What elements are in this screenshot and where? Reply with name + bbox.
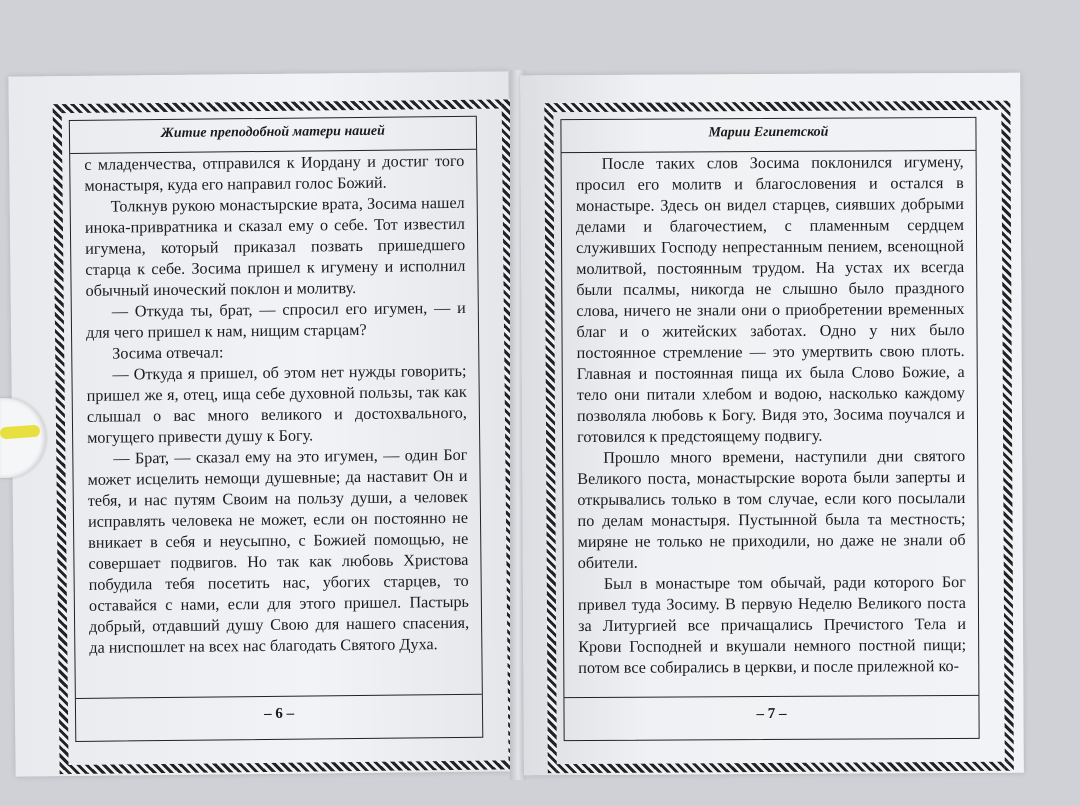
text-frame — [69, 116, 483, 742]
paragraph: Зосима отвечал: — [112, 343, 224, 363]
page-number: – 7 – — [756, 705, 787, 723]
paragraph: Прошло много времени, наступили дни святого Великого поста, монастырские ворота были заперты и открывались только в том случае, если кого посылали по делам монастыря. Пустынной была та местность; миряне не только не приходили, но даже не знали об обители. — [577, 446, 966, 573]
paragraph: Был в монастыре том обычай, ради которого Бог привел туда Зосиму. В первую Неделю Великого поста за Литургией все причащались Пречистого Тела и Крови Господней и вкушали немного постной пищи; потом все собирались в церкви, и после прилежной ко- — [577, 572, 967, 678]
paragraph: — Брат, — сказал ему на это игумен, — один Бог может исцелить немощи душевные; да наставит Он и тебя, и нас путям Своим на пользу души, а человек исправлять человека не может, если он постоянно не вникает в себя и неусыпно, с Божией помощью, не совершает подвигов. Но так как любовь Христова побудила тебя посетить нас, убогих старцев, то оставайся с нами, если для этого пришел. Пастырь добрый, отдавший душу Свою для нашего спасения, да ниспошлет на всех нас благодать Святого Духа. — [87, 445, 470, 657]
body-text — [576, 152, 967, 679]
paragraph: с младенчества, отправился к Иордану и достиг того монастыря, куда его направил голос Божий. — [84, 151, 465, 195]
left-page — [8, 71, 515, 776]
paragraph: Толкнув рукою монастырские врата, Зосима нашел инока-привратника и сказал ему о себе. Тот известил игумена, который приказал позвать пришедшего старца к себе. Зосима пришел к игумену и исполнил обычный иноческий поклон и молитву. — [84, 193, 466, 300]
footer-rule — [76, 694, 482, 699]
footer-rule — [564, 695, 978, 698]
body-text — [84, 151, 469, 659]
paragraph: — Откуда я пришел, об этом нет нужды говорить; пришел же я, отец, ища себе духовной пользы, так как слышал о вас много великого и достохвального, могущего привести душу к Богу. — [86, 361, 467, 447]
right-page — [520, 73, 1024, 776]
paragraph: После таких слов Зосима поклонился игумену, просил его молитв и благословения и остался в монастыре. Здесь он видел старцев, сиявших добрыми делами и благочестием, с пламенным сердцем служивших Господу непрестанным пением, всенощной молитвой, постоянным трудом. На устах их всегда были псалмы, никогда не слышно было праздного слова, ничего не знали они о приобретении временных благ и о житейских заботах. Одно у них было постоянное стремление — это умертвить свою плоть. Главная и постоянная пища их была Слово Божие, а тело они питали хлебом и водою, насколько каждому позволяла любовь к Богу. Видя это, Зосима поучался и готовился к предстоящему подвигу. — [575, 152, 965, 447]
text-frame — [560, 117, 979, 741]
running-header: Житие преподобной матери нашей — [70, 123, 476, 154]
running-header: Марии Египетской — [561, 124, 975, 153]
page-number: – 6 – — [263, 705, 295, 722]
paragraph: — Откуда ты, брат, — спросил его игумен, — и для чего пришел к нам, нищим старцам? — [85, 298, 466, 342]
